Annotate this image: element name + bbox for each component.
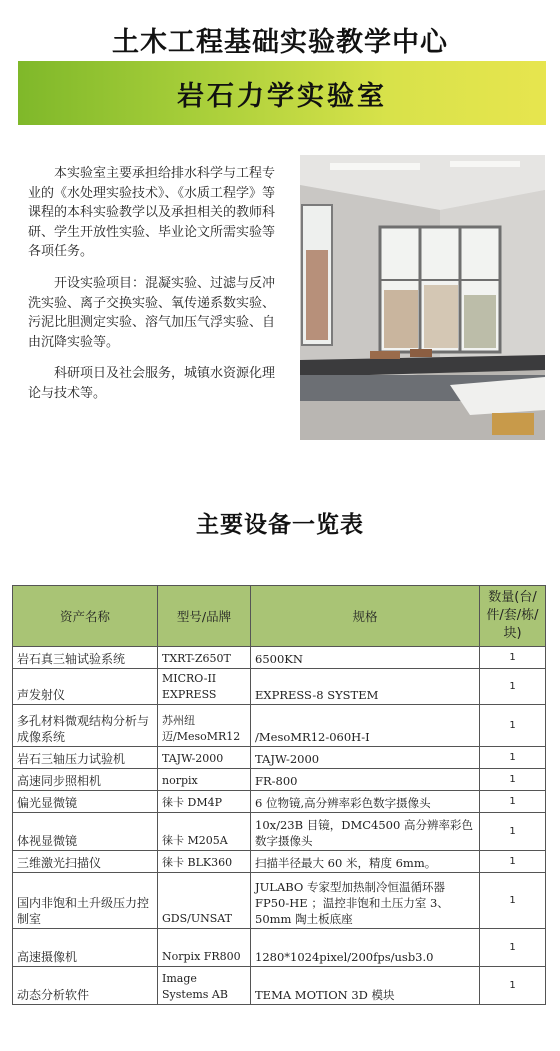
cell-quantity: 1 xyxy=(480,647,546,669)
table-row xyxy=(13,929,546,967)
table-row xyxy=(13,747,546,769)
table-row xyxy=(13,813,546,851)
cell-model: GDS/UNSAT xyxy=(158,873,251,929)
cell-model: norpix xyxy=(158,769,251,791)
cell-quantity: 1 xyxy=(480,791,546,813)
cell-quantity: 1 xyxy=(480,705,546,747)
equipment-table xyxy=(12,585,546,1005)
cell-model: Norpix FR800 xyxy=(158,929,251,967)
cell-model: 徕卡 BLK360 xyxy=(158,851,251,873)
cell-model: Image Systems AB xyxy=(158,967,251,1005)
cell-model: TAJW-2000 xyxy=(158,747,251,769)
cell-quantity: 1 xyxy=(480,669,546,705)
lab-introduction xyxy=(28,164,286,416)
cell-asset-name: 体视显微镜 xyxy=(13,813,158,851)
table-row xyxy=(13,705,546,747)
cell-quantity: 1 xyxy=(480,851,546,873)
cell-model: 徕卡 DM4P xyxy=(158,791,251,813)
table-row xyxy=(13,967,546,1005)
cell-spec: 1280*1024pixel/200fps/usb3.0 xyxy=(251,929,480,967)
cell-quantity: 1 xyxy=(480,967,546,1005)
cell-quantity: 1 xyxy=(480,929,546,967)
page-title: 土木工程基础实验教学中心 xyxy=(112,27,448,58)
cell-spec: 6 位物镜,高分辨率彩色数字摄像头 xyxy=(251,791,480,813)
cell-asset-name: 多孔材料微观结构分析与成像系统 xyxy=(13,705,158,747)
column-header-specification: 规格 xyxy=(251,586,480,647)
cell-spec: JULABO 专家型加热制冷恒温循环器 FP50-HE ；温控非饱和土压力室 3、50mm 陶土板底座 xyxy=(251,873,480,929)
column-header-asset-name: 资产名称 xyxy=(13,586,158,647)
cell-asset-name: 声发射仪 xyxy=(13,669,158,705)
equipment-section-title: 主要设备一览表 xyxy=(196,512,364,538)
lab-title: 岩石力学实验室 xyxy=(177,80,387,112)
intro-paragraph-2: 开设实验项目：混凝实验、过滤与反冲洗实验、离子交换实验、氧传递系数实验、污泥比胆测定实验、溶气加压气浮实验、自由沉降实验等。 xyxy=(28,275,276,350)
cell-spec: 10x/23B 目镜，DMC4500 高分辨率彩色数字摄像头 xyxy=(251,813,480,851)
table-row xyxy=(13,669,546,705)
intro-paragraph-3: 科研项日及社会服务，城镇水资源化理论与技术等。 xyxy=(28,366,276,401)
cell-quantity: 1 xyxy=(480,873,546,929)
table-row xyxy=(13,851,546,873)
cell-asset-name: 岩石真三轴试验系统 xyxy=(13,647,158,669)
cell-asset-name: 岩石三轴压力试验机 xyxy=(13,747,158,769)
cell-spec: EXPRESS-8 SYSTEM xyxy=(251,669,480,705)
cell-asset-name: 动态分析软件 xyxy=(13,967,158,1005)
cell-asset-name: 高速同步照相机 xyxy=(13,769,158,791)
cell-model: 徕卡 M205A xyxy=(158,813,251,851)
cell-asset-name: 偏光显微镜 xyxy=(13,791,158,813)
cell-quantity: 1 xyxy=(480,769,546,791)
cell-quantity: 1 xyxy=(480,747,546,769)
cell-asset-name: 国内非饱和土升级压力控制室 xyxy=(13,873,158,929)
laboratory-photo-icon xyxy=(300,155,545,440)
cell-spec: 扫描半径最大 60 米，精度 6mm。 xyxy=(251,851,480,873)
cell-asset-name: 三维激光扫描仪 xyxy=(13,851,158,873)
cell-spec: /MesoMR12-060H-I xyxy=(251,705,480,747)
cell-spec: FR-800 xyxy=(251,769,480,791)
table-row xyxy=(13,647,546,669)
table-row xyxy=(13,791,546,813)
cell-asset-name: 高速摄像机 xyxy=(13,929,158,967)
column-header-quantity: 数量(台/件/套/栋/块) xyxy=(480,586,546,647)
cell-spec: TAJW-2000 xyxy=(251,747,480,769)
cell-model: TXRT-Z650T xyxy=(158,647,251,669)
lab-banner xyxy=(18,61,546,125)
table-header-row xyxy=(13,586,546,647)
cell-model: MICRO-II EXPRESS xyxy=(158,669,251,705)
cell-spec: TEMA MOTION 3D 模块 xyxy=(251,967,480,1005)
cell-model: 苏州纽迈/MesoMR12 xyxy=(158,705,251,747)
intro-paragraph-1: 本实验室主要承担给排水科学与工程专业的《水处理实验技术》、《水质工程学》等课程的本科实验教学以及承担相关的教师科研、学生开放性实验、毕业论文所需实验等各项任务。 xyxy=(28,166,276,260)
laboratory-photo-drawing xyxy=(300,155,545,440)
table-row xyxy=(13,873,546,929)
cell-quantity: 1 xyxy=(480,813,546,851)
cell-spec: 6500KN xyxy=(251,647,480,669)
column-header-model-brand: 型号/品牌 xyxy=(158,586,251,647)
table-row xyxy=(13,769,546,791)
